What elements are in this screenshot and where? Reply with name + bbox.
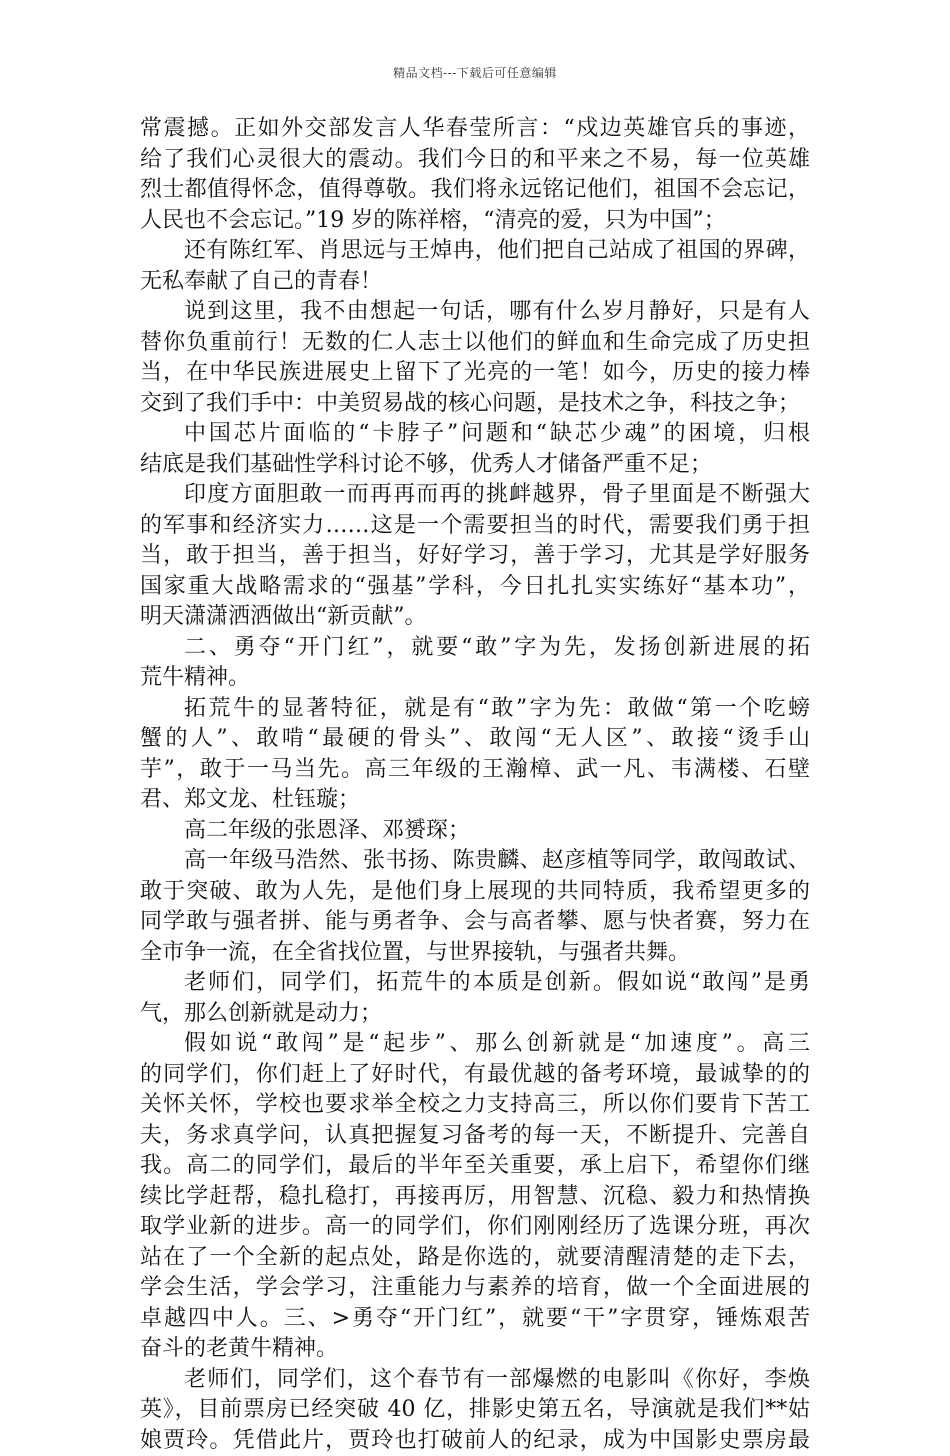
text-line: 站在了一个全新的起点处，路是你选的，就要清醒清楚的走下去， xyxy=(140,1243,810,1274)
text-line: 印度方面胆敢一而再再而再的挑衅越界，骨子里面是不断强大 xyxy=(140,480,810,511)
text-line: 老师们，同学们，拓荒牛的本质是创新。假如说“敢闯”是勇 xyxy=(140,968,810,999)
text-line: 给了我们心灵很大的震动。我们今日的和平来之不易，每一位英雄 xyxy=(140,145,810,176)
text-line: 烈士都值得怀念，值得尊敬。我们将永远铭记他们，祖国不会忘记， xyxy=(140,175,810,206)
text-line: 明天潇潇洒洒做出“新贡献”。 xyxy=(140,602,810,633)
text-line: 的同学们，你们赶上了好时代，有最优越的备考环境，最诚挚的的 xyxy=(140,1060,810,1091)
text-line: 同学敢与强者拼、能与勇者争、会与高者攀、愿与快者赛，努力在 xyxy=(140,907,810,938)
text-line: 芋”，敢于一马当先。高三年级的王瀚樟、武一凡、韦满楼、石壁 xyxy=(140,755,810,786)
text-line: 结底是我们基础性学科讨论不够，优秀人才储备严重不足； xyxy=(140,450,810,481)
text-line: 取学业新的进步。高一的同学们，你们刚刚经历了选课分班，再次 xyxy=(140,1212,810,1243)
text-line: 高二年级的张恩泽、邓赟琛； xyxy=(140,816,810,847)
text-line: 蟹的人”、敢啃“最硬的骨头”、敢闯“无人区”、敢接“烫手山 xyxy=(140,724,810,755)
text-line: 娘贾玲。凭借此片，贾玲也打破前人的纪录，成为中国影史票房最 xyxy=(140,1426,810,1456)
text-line: 君、郑文龙、杜钰璇； xyxy=(140,785,810,816)
text-line: 替你负重前行！无数的仁人志士以他们的鲜血和生命完成了历史担 xyxy=(140,328,810,359)
text-line: 荒牛精神。 xyxy=(140,663,810,694)
text-line: 我。高二的同学们，最后的半年至关重要，承上启下，希望你们继 xyxy=(140,1151,810,1182)
text-line: 气，那么创新就是动力； xyxy=(140,999,810,1030)
text-line: 高一年级马浩然、张书扬、陈贵麟、赵彦植等同学，敢闯敢试、 xyxy=(140,846,810,877)
text-line: 二、勇夺“开门红”，就要“敢”字为先，发扬创新进展的拓 xyxy=(140,633,810,664)
text-line: 续比学赶帮，稳扎稳打，再接再厉，用智慧、沉稳、毅力和热情换 xyxy=(140,1182,810,1213)
text-line: 当，敢于担当，善于担当，好好学习，善于学习，尤其是学好服务 xyxy=(140,541,810,572)
text-line: 人民也不会忘记。”19 岁的陈祥榕，“清亮的爱，只为中国”； xyxy=(140,206,810,237)
text-line: 奋斗的老黄牛精神。 xyxy=(140,1334,810,1365)
text-line: 交到了我们手中：中美贸易战的核心问题，是技术之争，科技之争； xyxy=(140,389,810,420)
text-line: 还有陈红军、肖思远与王焯冉，他们把自己站成了祖国的界碑， xyxy=(140,236,810,267)
text-line: 卓越四中人。三、>勇夺“开门红”，就要“干”字贯穿，锤炼艰苦 xyxy=(140,1304,810,1335)
text-line: 当，在中华民族进展史上留下了光亮的一笔！如今，历史的接力棒 xyxy=(140,358,810,389)
text-line: 夫，务求真学问，认真把握复习备考的每一天，不断提升、完善自 xyxy=(140,1121,810,1152)
text-line: 中国芯片面临的“卡脖子”问题和“缺芯少魂”的困境，归根 xyxy=(140,419,810,450)
text-line: 说到这里，我不由想起一句话，哪有什么岁月静好，只是有人 xyxy=(140,297,810,328)
page-header: 精品文档---下载后可任意编辑 xyxy=(0,64,950,81)
text-line: 无私奉献了自己的青春！ xyxy=(140,267,810,298)
text-line: 拓荒牛的显著特征，就是有“敢”字为先：敢做“第一个吃螃 xyxy=(140,694,810,725)
text-line: 关怀关怀，学校也要求举全校之力支持高三，所以你们要肯下苦工 xyxy=(140,1090,810,1121)
text-line: 假如说“敢闯”是“起步”、那么创新就是“加速度”。高三 xyxy=(140,1029,810,1060)
text-line: 敢于突破、敢为人先，是他们身上展现的共同特质，我希望更多的 xyxy=(140,877,810,908)
text-line: 国家重大战略需求的“强基”学科，今日扎扎实实练好“基本功”， xyxy=(140,572,810,603)
document-body xyxy=(140,114,810,1456)
text-line: 老师们，同学们，这个春节有一部爆燃的电影叫《你好，李焕 xyxy=(140,1365,810,1396)
text-line: 常震撼。正如外交部发言人华春莹所言：“戍边英雄官兵的事迹， xyxy=(140,114,810,145)
text-line: 的军事和经济实力……这是一个需要担当的时代，需要我们勇于担 xyxy=(140,511,810,542)
text-line: 英》，目前票房已经突破 40 亿，排影史第五名，导演就是我们**姑 xyxy=(140,1395,810,1426)
text-line: 学会生活，学会学习，注重能力与素养的培育，做一个全面进展的 xyxy=(140,1273,810,1304)
text-line: 全市争一流，在全省找位置，与世界接轨，与强者共舞。 xyxy=(140,938,810,969)
